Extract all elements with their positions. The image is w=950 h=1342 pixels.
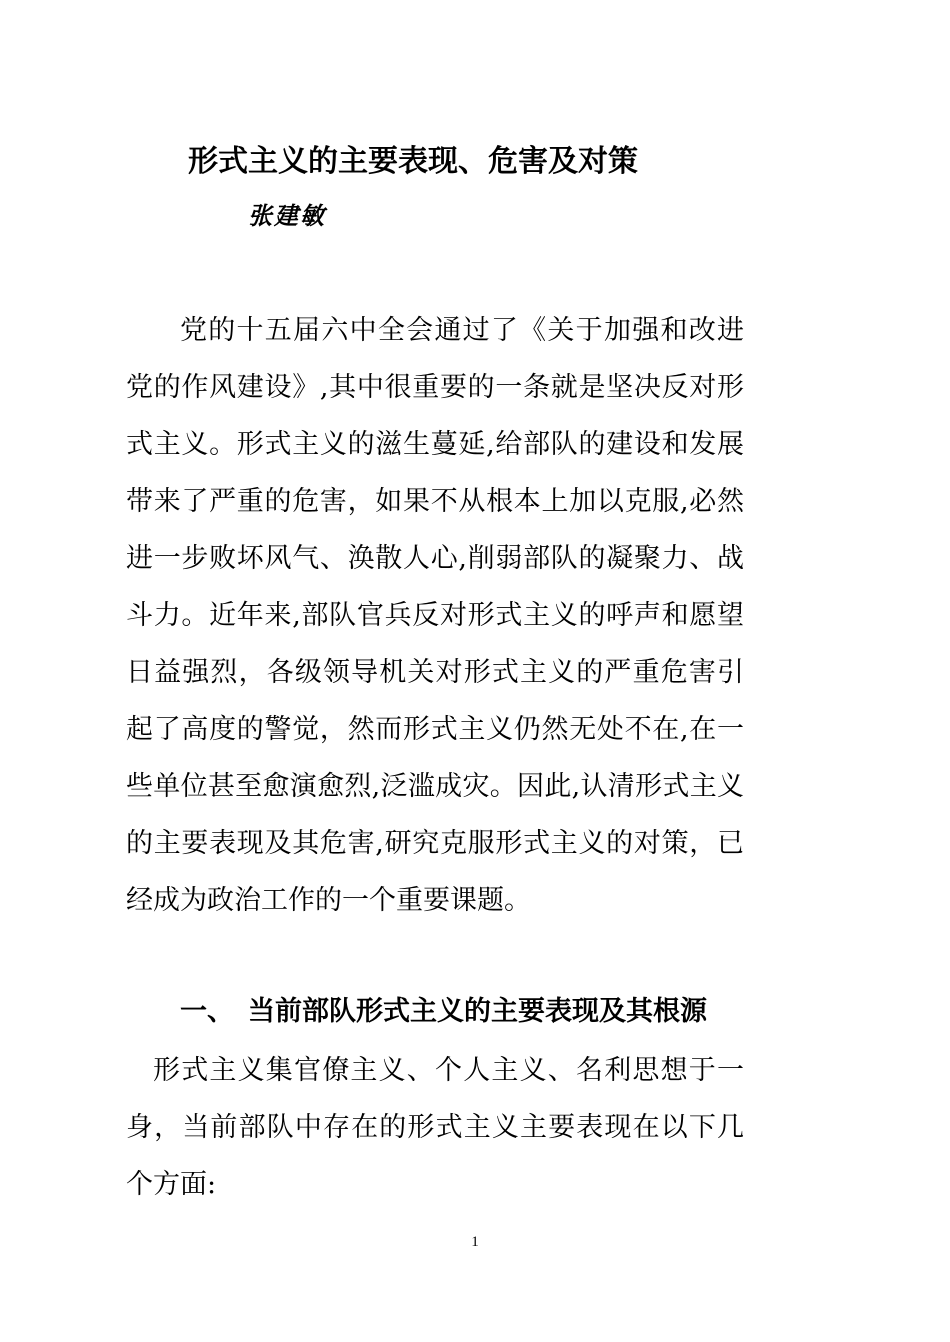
page-number: 1	[471, 1234, 479, 1250]
section-heading-text: 当前部队形式主义的主要表现及其根源	[248, 996, 707, 1027]
document-title: 形式主义的主要表现、危害及对策	[188, 144, 638, 179]
body-paragraph-section-one: 形式主义集官僚主义、个人主义、名利思想于一身，当前部队中存在的形式主义主要表现在以下几个方面:	[126, 1055, 744, 1200]
author-signature: 张建敏	[248, 201, 326, 230]
section-heading	[180, 990, 707, 1034]
section-heading-number: 一、	[180, 996, 234, 1027]
body-paragraph-intro: 党的十五届六中全会通过了《关于加强和改进党的作风建设》,其中很重要的一条就是坚决反对形式主义。形式主义的滋生蔓延,给部队的建设和发展带来了严重的危害，如果不从根本上加以克服,必然进一步败坏风气、涣散人心,削弱部队的凝聚力、战斗力。近年来,部队官兵反对形式主义的呼声和愿望日益强烈，各级领导机关对形式主义的严重危害引起了高度的警觉，然而形式主义仍然无处不在,在一些单位甚至愈演愈烈,泛滥成灾。因此,认清形式主义的主要表现及其危害,研究克服形式主义的对策，已经成为政治工作的一个重要课题。	[126, 315, 744, 916]
